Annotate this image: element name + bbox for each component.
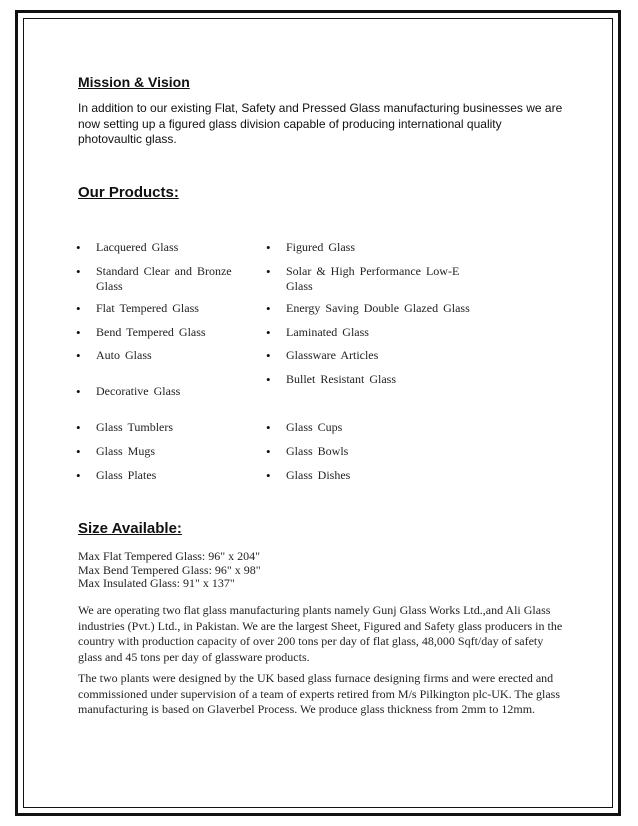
size-line: Max Flat Tempered Glass: 96" x 204" [78, 549, 261, 563]
list-item: • Bullet Resistant Glass [268, 372, 486, 387]
size-heading: Size Available: [78, 520, 182, 537]
list-item: • Glass Cups [268, 420, 486, 435]
list-item: • Energy Saving Double Glazed Glass [268, 301, 506, 316]
mission-heading: Mission & Vision [78, 74, 190, 90]
list-item: • Glass Mugs [78, 444, 256, 459]
list-item: • Glass Bowls [268, 444, 486, 459]
list-item: • Decorative Glass [78, 384, 256, 399]
size-list [78, 550, 261, 591]
list-item: • Bend Tempered Glass [78, 325, 256, 340]
list-item: • Laminated Glass [268, 325, 486, 340]
list-item: • Flat Tempered Glass [78, 301, 256, 316]
mission-text: In addition to our existing Flat, Safety and Pressed Glass manufacturing businesses we are now setting up a figured glass division capable of producing international quality photovaultic glass. [78, 101, 563, 146]
size-line: Max Bend Tempered Glass: 96" x 98" [78, 562, 261, 577]
list-item: • Auto Glass [78, 348, 256, 363]
list-item: • Glass Tumblers [78, 420, 256, 435]
list-item: • Standard Clear and Bronze Glass [78, 264, 256, 294]
products-list [78, 74, 578, 494]
plants-paragraph: We are operating two flat glass manufacturing plants namely Gunj Glass Works Ltd.,and Ali Glass industries (Pvt.) Ltd., in Pakistan. We are the largest Sheet, Figured and Safety glass producers in the country with production capacity of over 200 tons per day of flat glass, 48,000 Sqft/day of safety glass and 45 tons per day of glassware products. [78, 603, 563, 664]
design-paragraph: The two plants were designed by the UK based glass furnace designing firms and were erected and commissioned under supervision of a team of experts retired from M/s Pilkington plc-UK. The glass manufacturing is based on Glaverbel Process. We produce glass thickness from 2mm to 12mm. [78, 671, 561, 716]
list-item: • Glass Plates [78, 468, 256, 483]
list-item: • Glass Dishes [268, 468, 486, 483]
products-heading: Our Products: [78, 184, 179, 201]
list-item: • Solar & High Performance Low-E Glass [268, 264, 482, 294]
list-item: • Glassware Articles [268, 348, 486, 363]
list-item: • Figured Glass [268, 240, 486, 255]
list-item: • Lacquered Glass [78, 240, 256, 255]
size-line: Max Insulated Glass: 91" x 137" [78, 576, 235, 590]
